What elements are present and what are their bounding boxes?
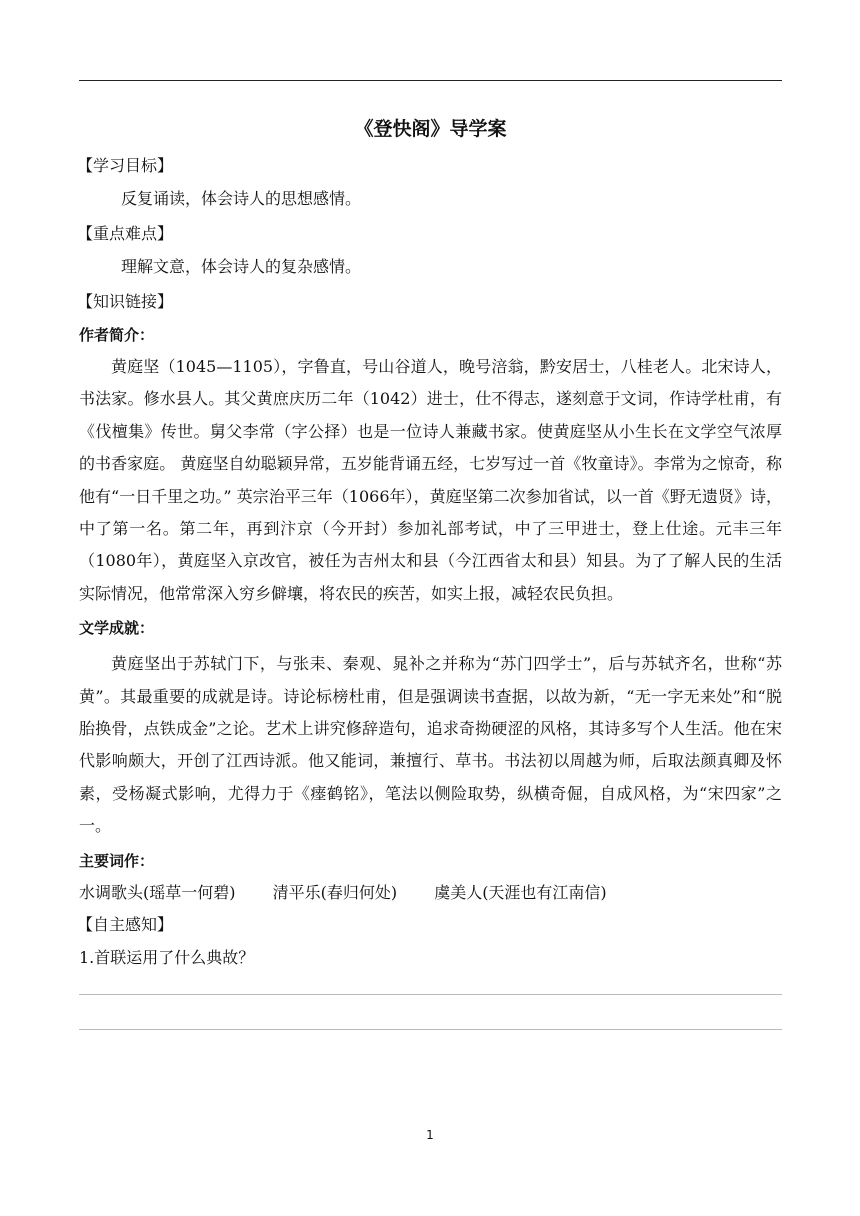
knowledge-label: 【知识链接】 (77, 292, 174, 311)
work-item: 水调歌头(瑶草一何碧) (79, 882, 236, 902)
work-item: 虞美人(天涯也有江南信) (434, 882, 607, 902)
question-1: 1.首联运用了什么典故？ (79, 947, 255, 967)
page-number: 1 (426, 1128, 434, 1142)
keypoints-label: 【重点难点】 (77, 224, 174, 243)
achievement-paragraph: 黄庭坚出于苏轼门下，与张耒、秦观、晁补之并称为“苏门四学士”，后与苏轼齐名，世称“苏黄”。其最重要的成就是诗。诗论标榜杜甫，但是强调读书查据，以故为新，“无一字无来处”和“脱胎换骨，点铁成金”之论。艺术上讲究修辞造句，追求奇拗硬涩的风格，其诗多写个人生活。他在宋代影响颇大，开创了江西诗派。他又能词，兼擅行、草书。书法初以周越为师，后取法颜真卿及怀素，受杨凝式影响，尤得力于《瘗鹤铭》，笔法以侧险取势，纵横奇倔，自成风格，为“宋四家”之一。 (79, 654, 782, 836)
self-study-label: 【自主感知】 (77, 914, 174, 934)
works-list (79, 877, 782, 909)
header-rule (79, 80, 782, 81)
answer-line[interactable] (79, 1029, 782, 1030)
author-heading: 作者简介： (79, 326, 155, 344)
achievement-heading: 文学成就： (79, 619, 155, 638)
work-item: 清平乐(春归何处) (272, 882, 398, 902)
objectives-label: 【学习目标】 (77, 156, 174, 175)
author-paragraph: 黄庭坚（1045—1105），字鲁直，号山谷道人，晚号涪翁，黔安居士，八桂老人。北宋诗人，书法家。修水县人。其父黄庶庆历二年（1042）进士，仕不得志，遂刻意于文词，作诗学杜甫，有《伐檀集》传世。舅父李常（字公择）也是一位诗人兼藏书家。使黄庭坚从小生长在文学空气浓厚的书香家庭。 黄庭坚自幼聪颖异常，五岁能背诵五经，七岁写过一首《牧童诗》。李常为之惊奇，称他有“一日千里之功。” 英宗治平三年（1066年），黄庭坚第二次参加省试，以一首《野无遗贤》诗，中了第一名。第二年，再到汴京（今开封）参加礼部考试，中了三甲进士，登上仕途。元丰三年（1080年），黄庭坚入京改官，被任为吉州太和县（今江西省太和县）知县。为了了解人民的生活实际情况，他常常深入穷乡僻壤，将农民的疾苦，如实上报，减轻农民负担。 (79, 357, 782, 603)
document-title: 《登快阁》导学案 (354, 118, 507, 140)
keypoints-text: 理解文意，体会诗人的复杂感情。 (121, 257, 362, 276)
works-heading: 主要词作： (79, 851, 155, 870)
answer-line[interactable] (79, 994, 782, 995)
content-area (79, 112, 782, 1030)
objectives-text: 反复诵读，体会诗人的思想感情。 (121, 189, 362, 208)
